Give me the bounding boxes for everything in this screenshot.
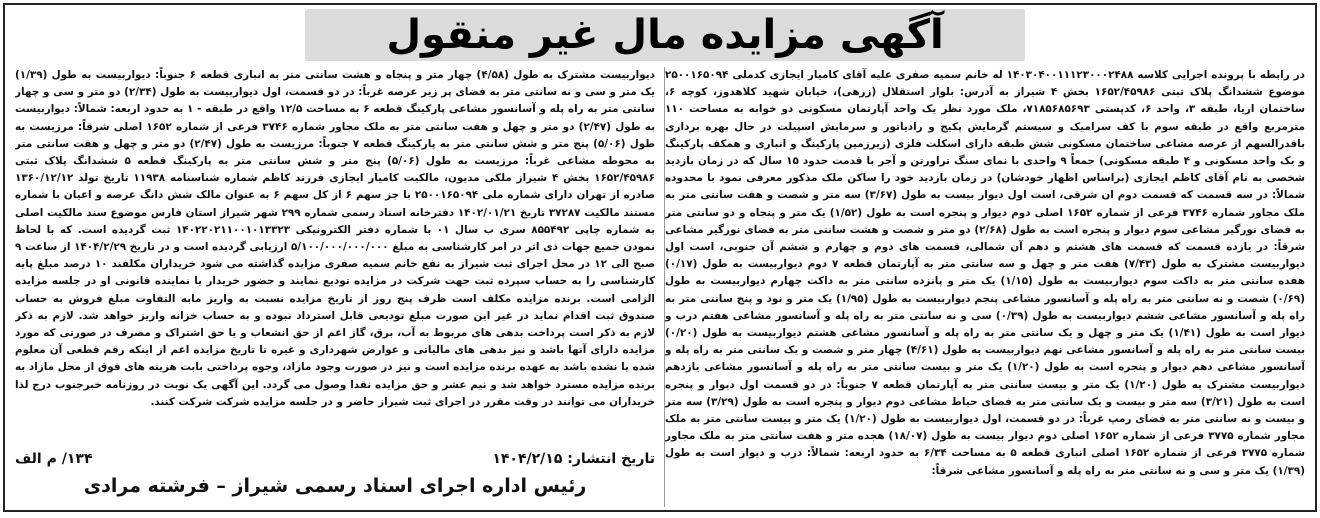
- publish-date-group: [492, 451, 655, 467]
- notice-title: آگهی مزایده مال غیر منقول: [386, 12, 944, 58]
- notice-body-right-column: در رابطه با پرونده اجرایی کلاسه ۱۴۰۳۰۴۰۰۱۱۱۲۳۰۰۰۲۴۸۸ له خانم سمیه صفری علیه آقای کامیار ایجازی کدملی ۲۵۰۰۱۶۵۰۹۴ موضوع ششدانگ پلاک ثبتی ۱۶۵۲/۴۵۹۸۶ بخش ۴ شیراز به آدرس: بلوار استقلال (زرهی)، خیابان شهید کلاهدوز، کوچه ۶، ساختمان اریا، طبقه ۳، واحد ۶، کدپستی ۷۱۸۵۶۸۵۶۹۳، ملک مورد نظر یک واحد آپارتمان مسکونی دو خوابه به مساحت ۱۱۰ مترمربع واقع در طبقه سوم با کف سرامیک و سیستم گرمایش پکیج و رادیاتور و سرمایش اسپیلت در حال بهره برداری باقدرالسهم از عرصه مشاعی ساختمان مسکونی شش طبقه دارای اسکلت فلزی (زیرزمین پارکینگ و انباری و همکف پارکینگ و یک واحد مسکونی و ۴ طبقه مسکونی) جمعاً ۹ واحدی با نمای سنگ تراورتن و آجر با قدمت حدود ۱۵ سال که در زمان بازدید شخصی به نام آقای کاظم ایجازی (براساس اظهار خودشان) در زمان بازدید خود را ساکن ملک مذکور معرفی نمود با محدوده شمالاً: در سه قسمت که قسمت دوم ان شرقی، است اول دیوار بیست به طول (۳/۶۷) سه متر و شصت و هفت سانتی متر به ملک مجاور شماره ۳۷۴۶ فرعی از شماره ۱۶۵۲ اصلی دوم دیوار و پنجره است به طول (۱/۵۲) یک متر و پنجاه و دو سانتی متر به فضای نورگیر مشاعی سوم دیوار و پنجره است به طول (۲/۶۸) دو متر و شصت و هشت سانتی متر به فضای نورگیر مشاعی شرقاً: در یازده قسمت که قسمت های هشتم و دهم آن شمالی، قسمت های دوم و چهارم و ششم آن جنوبی، است اول دیواربیست مشترک به طول (۷/۴۳) هفت متر و چهل و سه سانتی متر به آپارتمان قطعه ۷ دوم دیواربیست به طول (۰/۱۷) هفده سانتی متر به داکت سوم دیواربیست به طول (۱/۱۵) یک متر و پانزده سانتی متر به داکت چهارم دیواربیست به طول (۰/۶۹) شصت و نه سانتی متر به راه پله و آسانسور مشاعی پنجم دیواربیست به طول (۱/۹۵) یک متر و نود و پنج سانتی متر به راه پله و آسانسور مشاعی ششم دیواربیست به طول (۰/۳۹) سی و نه سانتی متر به راه پله و آسانسور مشاعی هفتم درب و دیوار است به طول (۱/۴۱) یک متر و چهل و یک سانتی متر به راه پله و آسانسور مشاعی هشتم دیواربیست به طول (۰/۲۰) بیست سانتی متر به راه پله و آسانسور مشاعی نهم دیواربیست به طول (۴/۶۱) چهار متر و شصت و یک سانتی متر به راه پله و آسانسور مشاعی دهم دیوار و پنجره است به طول (۱/۲۰) یک متر و بیست سانتی متر به راه پله و آسانسور مشاعی یازدهم دیواربیست مشترک به طول (۱/۲۰) یک متر و بیست سانتی متر به آپارتمان قطعه ۷ جنوباً: در دو قسمت اول دیوار و پنجره است به طول (۳/۲۱) سه متر و بیست و یک سانتی متر به فضای حیاط مشاعی دوم دیوار و پنجره است به طول (۳/۲۹) سه متر و بیست و نه سانتی متر به فضای رمپ غرباً: در دو قسمت، اول دیواربیست به طول (۱/۲۰) یک متر و بیست سانتی متر به ملک مجاور شماره ۳۷۷۵ فرعی از شماره ۱۶۵۲ اصلی دوم دیوار بیست به طول (۱۸/۰۷) هجده متر و هفت سانتی متر به ملک مجاور شماره ۳۷۷۵ فرعی از شماره ۱۶۵۲ اصلی انباری قطعه ۵ به مساحت ۶/۳۴ به حدود اربعه: شمالاً: درب و دیوار است به طول (۱/۳۹) یک متر و سی و نه سانتی متر به راه پله و آسانسور مشاعی شرقاً:: [665, 69, 1305, 477]
- notice-signature-row: [15, 475, 655, 497]
- publish-date: ۱۴۰۴/۲/۱۵: [492, 451, 563, 467]
- notice-footer-meta: [15, 451, 655, 467]
- notice-body-left-column: دیواربیست مشترک به طول (۴/۵۸) چهار متر و پنجاه و هشت سانتی متر به انباری قطعه ۶ جنوباً: دیواربیست به طول (۱/۳۹) یک متر و سی و نه سانتی متر به فضای پر زیر عرصه غرباً: در دو قسمت، اول دیواربیست به طول (۲/۳۴) دو متر و سی و چهار سانتی متر به راه پله و آسانسور مشاعی پارکینگ قطعه ۶ به مساحت ۱۲/۵ واقع در طبقه - ۱ به حدود اربعه: شمالاً: دیواربیست به طول (۲/۴۷) دو متر و چهل و هفت سانتی متر به ملک مجاور شماره ۳۷۴۶ فرعی از شماره ۱۶۵۲ اصلی شرقاً: مرزیست به طول (۵/۰۶) پنج متر و شش سانتی متر به پارکینگ قطعه ۷ جنوباً: مرزیست به طول (۲/۴۷) دو متر و چهل و هفت سانتی متر به محوطه مشاعی غرباً: مرزیست به طول (۵/۰۶) پنج متر و شش سانتی متر به پارکینگ قطعه ۵ ششدانگ پلاک ثبتی ۱۶۵۲/۴۵۹۸۶ بخش ۴ شیراز ملکی مدیون، مالکیت کامیار ایجازی فرزند کاظم شماره شناسنامه ۱۱۹۳۸ تاریخ تولد ۱۳۶۰/۱۲/۱۲ صادره از تهران دارای شماره ملی ۲۵۰۰۱۶۵۰۹۴ با جز سهم ۶ از کل سهم ۶ به عنوان مالک شش دانگ عرصه و اعیان با شماره مستند مالکیت ۳۷۲۸۷ تاریخ ۱۴۰۲/۰۱/۲۱ دفترخانه اسناد رسمی شماره ۲۹۹ شهر شیراز استان فارس موضوع سند مالکیت اصلی به شماره چاپی ۸۵۵۴۹۲ سری ب سال ۰۱ با شماره دفتر الکترونیکی ۱۴۰۲۲۰۲۱۱۰۰۱۰۱۳۳۲۳ ثبت گردیده است. که با لحاظ نمودن جمیع جهات ذی اثر در امر کارشناسی به مبلغ ۵/۱۰۰/۰۰۰/۰۰۰/۰۰۰ ارزیابی گردیده است و در تاریخ ۱۴۰۴/۲/۲۹ از ساعت ۹ صبح الی ۱۲ در محل اجرای ثبت شیراز به نفع خانم سمیه صفری مزایده گذاشته می شود خریداران مکلفند ۱۰ درصد مبلغ پایه کارشناسی را به حساب سپرده ثبت جهت شرکت در مزایده تودیع نمایند و حضور خریدار یا نماینده قانونی او در جلسه مزایده الزامی است. برنده مزایده مکلف است ظرف پنج روز از تاریخ مزایده نسبت به واریز مابه التفاوت مبلغ فروش به حساب صندوق ثبت اقدام نماید در غیر این صورت مبلغ تودیعی قابل استرداد نبوده و به حساب خزانه واریز خواهد شد. لازم به ذکر لازم به ذکر است پرداخت بدهی های مربوط به آب، برق، گاز اعم از حق انشعاب و یا حق اشتراک و مصرف در صورتی که مورد مزایده دارای آنها باشد و نیز بدهی های مالیاتی و عوارض شهرداری و غیره تا تاریخ مزایده اعم از اینکه رقم قطعی آن معلوم شده یا نشده باشد به عهده برنده مزایده است و نیز در صورت وجود مازاد، وجوه پرداختی بابت هزینه های فوق از محل مازاد به برنده مزایده مسترد خواهد شد و نیم عشر و حق مزایده نقدا وصول می گردد. این آگهی یک نوبت در روزنامه خبرجنوب درج لذا خریداران می توانند در وقت مقرر در اجرای ثبت شیراز حاضر و در جلسه مزایده شرکت شرکت کنند.: [15, 69, 655, 408]
- ad-code: ۱۳۴/ م الف: [15, 451, 93, 467]
- notice-page: [3, 3, 1317, 512]
- publish-date-label: تاریخ انتشار:: [567, 451, 655, 467]
- notice-title-bar: [305, 9, 1025, 61]
- column-divider: [664, 67, 665, 507]
- signature: رئیس اداره اجرای اسناد رسمی شیراز – فرشته مرادی: [83, 475, 587, 497]
